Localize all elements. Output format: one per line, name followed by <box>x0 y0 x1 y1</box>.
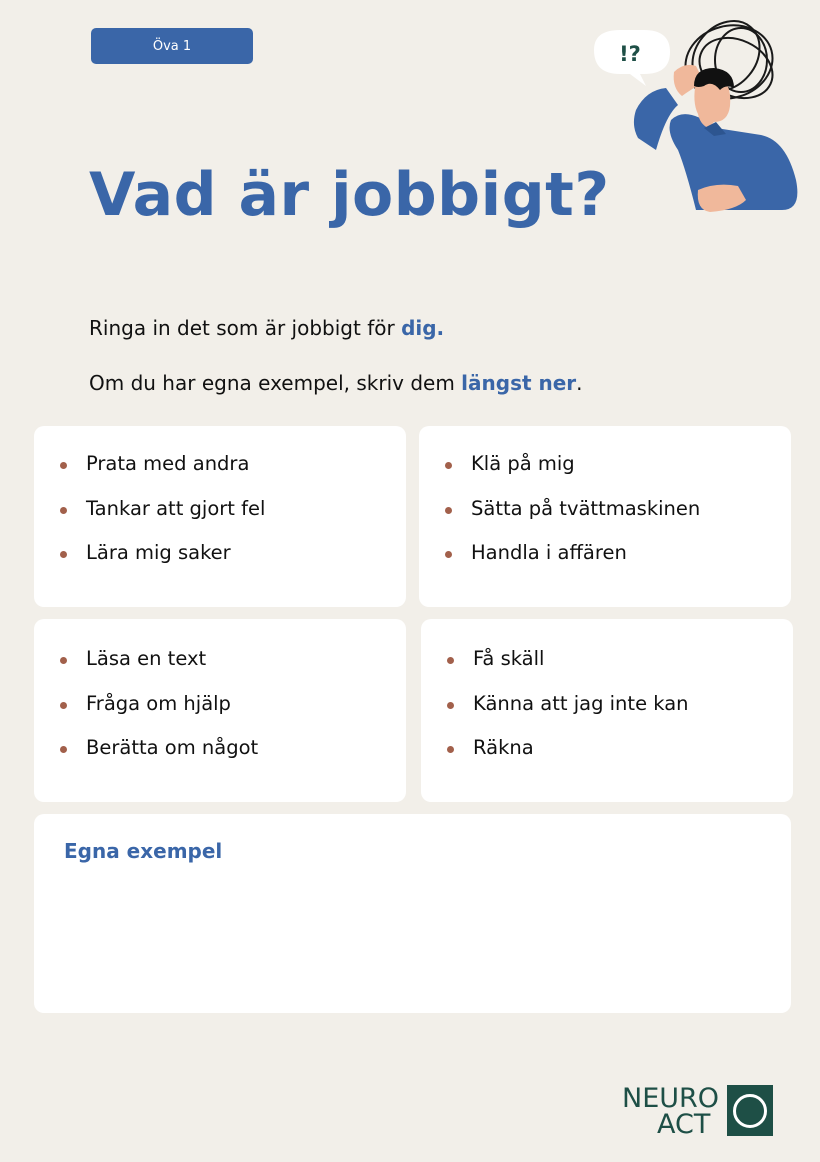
option-card-1 <box>34 426 406 607</box>
bullet-icon <box>447 702 454 709</box>
bullet-icon <box>447 657 454 664</box>
list-item-label: Lära mig saker <box>86 541 231 564</box>
list-item[interactable] <box>60 736 258 781</box>
list-item[interactable] <box>60 647 258 692</box>
option-card-3 <box>34 619 406 802</box>
list-item[interactable] <box>445 541 700 586</box>
list-item[interactable] <box>60 497 265 542</box>
instruction-2 <box>89 371 583 395</box>
bullet-icon <box>447 746 454 753</box>
instruction-1-text: Ringa in det som är jobbigt för <box>89 316 402 340</box>
list-item[interactable] <box>447 692 689 737</box>
list-item-label: Prata med andra <box>86 452 250 475</box>
option-card-2 <box>419 426 791 607</box>
instruction-1 <box>89 316 444 340</box>
instruction-2-tail: . <box>576 371 583 395</box>
speech-bubble-text: !? <box>619 42 641 66</box>
own-examples-box[interactable] <box>34 814 791 1013</box>
list-item[interactable] <box>447 647 689 692</box>
list-item[interactable] <box>445 497 700 542</box>
own-examples-title: Egna exempel <box>64 839 223 863</box>
list-item-label: Berätta om något <box>86 736 259 759</box>
list-item-label: Läsa en text <box>86 647 207 670</box>
list-item-label: Tankar att gjort fel <box>86 496 266 520</box>
bullet-icon <box>445 462 452 469</box>
list-item-label: Sätta på tvättmaskinen <box>471 496 701 520</box>
exercise-badge: Öva 1 <box>91 28 253 64</box>
list-item[interactable] <box>447 736 689 781</box>
option-card-4 <box>421 619 793 802</box>
list-item-label: Fråga om hjälp <box>86 691 231 715</box>
instruction-2-text: Om du har egna exempel, skriv dem <box>89 371 462 395</box>
list-item-label: Räkna <box>473 736 534 759</box>
list-item-label: Känna att jag inte kan <box>473 691 689 715</box>
instruction-1-highlight: dig. <box>401 316 445 340</box>
neuroact-logo <box>620 1083 780 1143</box>
instruction-2-highlight: längst ner <box>461 371 577 395</box>
list-item[interactable] <box>60 541 265 586</box>
list-item[interactable] <box>60 452 265 497</box>
bullet-icon <box>60 702 67 709</box>
list-item-label: Få skäll <box>473 647 545 670</box>
bullet-icon <box>60 507 67 514</box>
list-item-label: Klä på mig <box>471 452 575 475</box>
bullet-icon <box>60 551 67 558</box>
bullet-icon <box>445 551 452 558</box>
bullet-icon <box>60 746 67 753</box>
logo-line-2: ACT <box>657 1109 711 1140</box>
logo-line-1: NEURO <box>622 1083 720 1114</box>
list-item[interactable] <box>445 452 700 497</box>
list-item[interactable] <box>60 692 258 737</box>
confused-person-illustration <box>586 10 806 220</box>
bullet-icon <box>60 657 67 664</box>
logo-mark-icon <box>727 1085 773 1136</box>
list-item-label: Handla i affären <box>471 541 627 564</box>
page-title: Vad är jobbigt? <box>89 160 610 230</box>
bullet-icon <box>60 462 67 469</box>
bullet-icon <box>445 507 452 514</box>
